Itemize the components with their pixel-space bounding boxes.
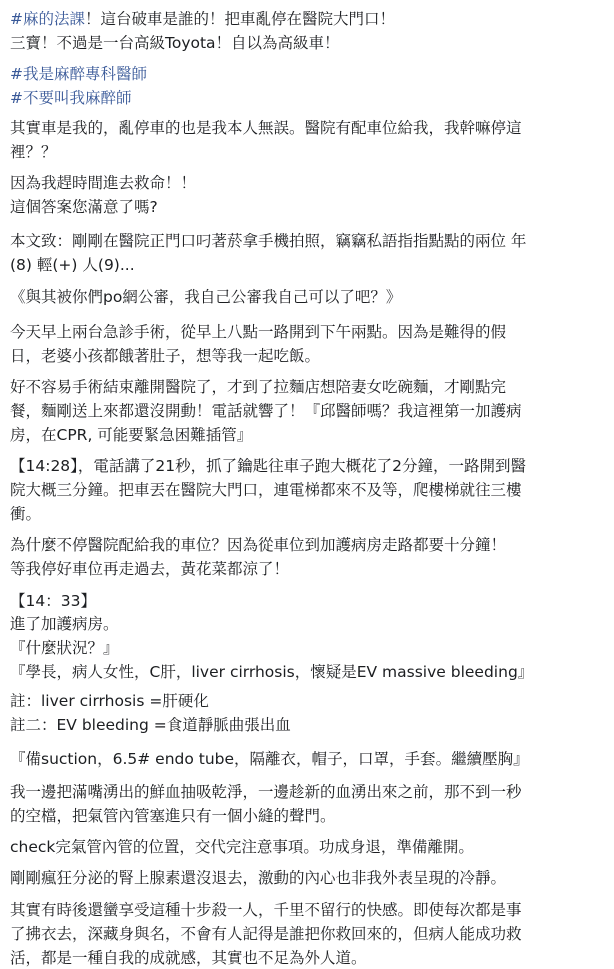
text-segment: 『什麼狀況？』 bbox=[10, 639, 119, 657]
text-line bbox=[10, 117, 522, 139]
text-segment: 三寶！不過是一台高級Toyota！自以為高級車！ bbox=[10, 34, 340, 52]
hashtag-link[interactable]: #我是麻醉專科醫師 bbox=[10, 65, 147, 83]
text-segment: 【14：33】 bbox=[10, 592, 96, 610]
text-line bbox=[10, 345, 320, 367]
text-segment: 註二：EV bleeding =食道靜脈曲張出血 bbox=[10, 716, 291, 734]
hashtag-link[interactable]: #麻的法課 bbox=[10, 10, 85, 28]
text-segment: 日，老婆小孩都餓著肚子，想等我一起吃飯。 bbox=[10, 347, 321, 365]
text-line bbox=[10, 534, 506, 556]
text-segment: ！這台破車是誰的！把車亂停在醫院大門口！ bbox=[85, 10, 396, 28]
text-segment: 衝。 bbox=[10, 505, 42, 523]
text-segment: (8) 輕(+) 人(9)... bbox=[10, 256, 135, 274]
text-line bbox=[10, 947, 367, 969]
text-segment: 本文致：剛剛在醫院正門口叼著菸拿手機拍照，竊竊私語指指點點的兩位 年 bbox=[10, 232, 527, 250]
text-segment: 這個答案您滿意了嗎? bbox=[10, 198, 158, 216]
text-line bbox=[10, 661, 533, 683]
text-segment: 進了加護病房。 bbox=[10, 615, 119, 633]
text-segment: 為什麼不停醫院配給我的車位？因為從車位到加護病房走路都要十分鐘！ bbox=[10, 536, 507, 554]
text-line bbox=[10, 714, 291, 736]
text-segment: 因為我趕時間進去救命！！ bbox=[10, 174, 197, 192]
text-line bbox=[10, 899, 522, 921]
text-segment: 其實車是我的，亂停車的也是我本人無誤。醫院有配車位給我，我幹嘛停這 bbox=[10, 119, 522, 137]
text-segment: 院大概三分鐘。把車丟在醫院大門口，連電梯都來不及等，爬樓梯就往三樓 bbox=[10, 481, 522, 499]
text-line bbox=[10, 836, 474, 858]
hashtag-link[interactable]: #不要叫我麻醉師 bbox=[10, 89, 132, 107]
text-line bbox=[10, 254, 135, 276]
text-segment: 好不容易手術結束離開醫院了，才到了拉麵店想陪妻女吃碗麵，才剛點完 bbox=[10, 378, 507, 396]
text-segment: 《與其被你們po網公審，我自己公審我自己可以了吧？》 bbox=[10, 288, 402, 306]
text-line bbox=[10, 32, 340, 54]
text-line bbox=[10, 781, 522, 803]
text-segment: 『備suction，6.5# endo tube，隔離衣，帽子，口罩，手套。繼續壓胸』 bbox=[10, 750, 529, 768]
text-segment: 活，都是一種自我的成就感，其實也不足為外人道。 bbox=[10, 949, 367, 967]
text-line bbox=[10, 424, 252, 446]
text-line bbox=[10, 141, 57, 163]
text-line bbox=[10, 230, 526, 252]
text-segment: 剛剛瘋狂分泌的腎上腺素還沒退去，激動的內心也非我外表呈現的冷靜。 bbox=[10, 869, 507, 887]
text-line bbox=[10, 321, 506, 343]
text-line bbox=[10, 637, 119, 659]
text-line bbox=[10, 503, 41, 525]
text-line bbox=[10, 196, 158, 218]
text-segment: 的空檔，把氣管內管塞進只有一個小縫的聲門。 bbox=[10, 807, 336, 825]
text-segment: 【14:28】，電話講了21秒，抓了鑰匙往車子跑大概花了2分鐘，一路開到醫 bbox=[10, 457, 527, 475]
text-segment: 了拂衣去，深藏身與名，不會有人記得是誰把你救回來的，但病人能成功救 bbox=[10, 925, 522, 943]
text-segment: 其實有時後還蠻享受這種十步殺一人，千里不留行的快感。即使每次都是事 bbox=[10, 901, 522, 919]
text-line bbox=[10, 8, 395, 30]
text-segment: 今天早上兩台急診手術，從早上八點一路開到下午兩點。因為是難得的假 bbox=[10, 323, 507, 341]
text-line bbox=[10, 455, 526, 477]
text-segment: 房，在CPR, 可能要緊急困難插管』 bbox=[10, 426, 253, 444]
text-line bbox=[10, 87, 132, 109]
text-line bbox=[10, 923, 522, 945]
text-line bbox=[10, 613, 119, 635]
text-line bbox=[10, 376, 506, 398]
text-line bbox=[10, 479, 522, 501]
text-segment: 等我停好車位再走過去，黃花菜都涼了！ bbox=[10, 560, 290, 578]
text-line bbox=[10, 805, 336, 827]
text-line bbox=[10, 867, 506, 889]
text-segment: 餐，麵剛送上來都還沒開動！電話就響了！『邱醫師嗎？我這裡第一加護病 bbox=[10, 402, 522, 420]
text-line bbox=[10, 400, 522, 422]
text-segment: check完氣管內管的位置，交代完注意事項。功成身退，準備離開。 bbox=[10, 838, 474, 856]
text-line bbox=[10, 172, 196, 194]
text-line bbox=[10, 590, 96, 612]
text-segment: 裡？？ bbox=[10, 143, 57, 161]
text-line bbox=[10, 690, 209, 712]
text-line bbox=[10, 558, 289, 580]
text-line bbox=[10, 286, 401, 308]
text-line bbox=[10, 63, 147, 85]
text-line bbox=[10, 748, 529, 770]
text-segment: 註：liver cirrhosis =肝硬化 bbox=[10, 692, 209, 710]
text-segment: 『學長，病人女性，C肝，liver cirrhosis，懷疑是EV massive bleeding』 bbox=[10, 663, 534, 681]
text-segment: 我一邊把滿嘴湧出的鮮血抽吸乾淨，一邊趁新的血湧出來之前，那不到一秒 bbox=[10, 783, 522, 801]
